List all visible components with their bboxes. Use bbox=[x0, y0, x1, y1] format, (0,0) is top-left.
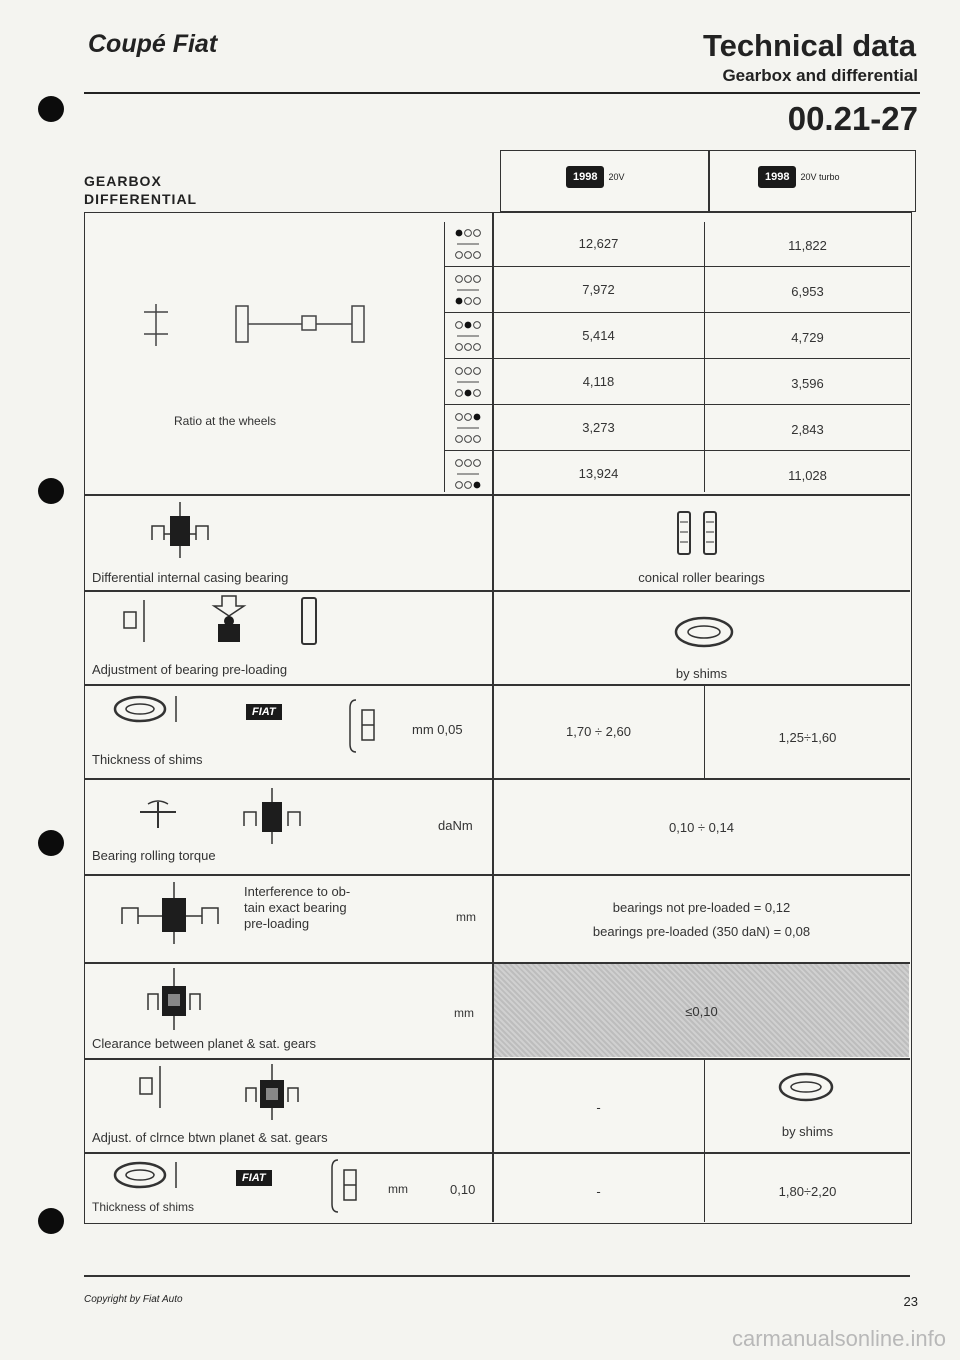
header-rule bbox=[84, 92, 920, 94]
page-title: Technical data bbox=[702, 28, 916, 63]
ratio-value-col2: 11,822 bbox=[788, 238, 827, 253]
interference-label-1: Interference to ob- bbox=[244, 884, 351, 899]
differential-casing-icon bbox=[240, 786, 304, 851]
interference-value-1: bearings not pre-loaded = 0,12 bbox=[612, 900, 791, 915]
engine-code-box: 1998 bbox=[758, 166, 796, 188]
section-title bbox=[84, 172, 197, 208]
ratio-value-col2: 4,729 bbox=[791, 330, 824, 345]
ratio-value-col1: 13,924 bbox=[578, 466, 619, 481]
roller-bearing-icon bbox=[674, 508, 724, 563]
preload-adjust-label: Adjustment of bearing pre-loading bbox=[92, 662, 288, 677]
binder-hole bbox=[38, 478, 64, 504]
first-gear-icon bbox=[454, 226, 482, 262]
ratio-value-col1: 5,414 bbox=[582, 328, 615, 343]
planet-gear-icon bbox=[244, 1062, 300, 1127]
row-divider bbox=[84, 1058, 910, 1060]
planet-gear-icon bbox=[146, 966, 202, 1037]
watermark: carmanualsonline.info bbox=[731, 1326, 946, 1351]
column-header-divider bbox=[708, 150, 710, 212]
table-vertical-divider bbox=[492, 212, 494, 1222]
interference-label-3: pre-loading bbox=[244, 916, 310, 931]
second-gear-icon bbox=[454, 272, 482, 308]
shim1-unit: mm 0,05 bbox=[412, 722, 463, 737]
section-code: 00.21-27 bbox=[787, 100, 918, 137]
ratio-value-col2: 2,843 bbox=[791, 422, 824, 437]
ratio-value-col1: 12,627 bbox=[578, 236, 619, 251]
gear-icon-column-divider bbox=[444, 222, 445, 492]
ratio-value-col1: 7,972 bbox=[582, 282, 615, 297]
shim-icon bbox=[776, 1070, 836, 1109]
torque-value: 0,10 ÷ 0,14 bbox=[669, 820, 734, 835]
bearing-side-icon bbox=[296, 596, 322, 651]
row-divider bbox=[444, 266, 910, 267]
drivetrain-diagram bbox=[136, 298, 376, 359]
row-divider bbox=[84, 1152, 910, 1154]
press-tool-icon bbox=[208, 594, 250, 651]
row-divider bbox=[84, 778, 910, 780]
differential-casing-icon bbox=[148, 500, 212, 565]
row-divider bbox=[444, 358, 910, 359]
interference-label-2: tain exact bearing bbox=[244, 900, 347, 915]
third-gear-icon bbox=[454, 318, 482, 354]
section-title-line2: DIFFERENTIAL bbox=[84, 191, 198, 207]
shim2-unit: mm bbox=[388, 1182, 408, 1196]
ratio-label: Ratio at the wheels bbox=[174, 414, 277, 428]
ratio-value-col1: 4,118 bbox=[582, 374, 615, 389]
clearance-adjust-label: Adjust. of clrnce btwn planet & sat. gears bbox=[92, 1130, 328, 1145]
shim1-col1: 1,70 ÷ 2,60 bbox=[566, 724, 631, 739]
ratio-value-col1: 3,273 bbox=[582, 420, 615, 435]
row-divider bbox=[84, 494, 910, 496]
footer-rule bbox=[84, 1275, 910, 1277]
differential-casing-icon bbox=[118, 880, 222, 951]
fiat-logo: FIAT bbox=[236, 1170, 272, 1186]
engine-badge-20v-turbo bbox=[758, 166, 840, 188]
ratio-column-divider bbox=[704, 222, 705, 492]
reverse-gear-icon bbox=[454, 456, 482, 492]
binder-hole bbox=[38, 1208, 64, 1234]
engine-code-box: 1998 bbox=[566, 166, 604, 188]
copyright-text: Copyright by Fiat Auto bbox=[84, 1294, 183, 1305]
fifth-gear-icon bbox=[454, 410, 482, 446]
clearance-adjust-col1: - bbox=[596, 1100, 601, 1115]
shim-thickness-icon bbox=[112, 692, 186, 731]
row-divider bbox=[84, 874, 910, 876]
binder-hole bbox=[38, 96, 64, 122]
ratio-value-col2: 3,596 bbox=[791, 376, 824, 391]
row-divider bbox=[84, 684, 910, 686]
gauge-bracket-icon bbox=[330, 1158, 360, 1219]
ratio-value-col2: 11,028 bbox=[788, 468, 827, 483]
gauge-bracket-icon bbox=[348, 698, 378, 759]
shim2-col1: - bbox=[596, 1184, 601, 1199]
ratio-value-col2: 6,953 bbox=[791, 284, 824, 299]
torque-unit: daNm bbox=[438, 818, 473, 833]
shim1-label: Thickness of shims bbox=[92, 752, 203, 767]
engine-badge-20v bbox=[566, 166, 625, 188]
engine-variant-label: 20V bbox=[608, 172, 625, 182]
brand-title: Coupé Fiat bbox=[88, 30, 218, 58]
page-subtitle: Gearbox and differential bbox=[722, 66, 918, 85]
fiat-logo: FIAT bbox=[246, 704, 282, 720]
page-number: 23 bbox=[903, 1294, 918, 1309]
clearance-value: ≤0,10 bbox=[685, 1004, 718, 1019]
preload-adjust-value: by shims bbox=[675, 666, 728, 681]
shim1-col2: 1,25÷1,60 bbox=[778, 730, 837, 745]
shim2-col2: 1,80÷2,20 bbox=[778, 1184, 837, 1199]
torque-label: Bearing rolling torque bbox=[92, 848, 216, 863]
shim2-label: Thickness of shims bbox=[92, 1200, 195, 1214]
row-divider bbox=[84, 590, 910, 592]
bearing-shaft-icon bbox=[118, 598, 158, 649]
clearance-label: Clearance between planet & sat. gears bbox=[92, 1036, 317, 1051]
rotation-arrow-icon bbox=[138, 798, 178, 837]
bearing-shaft-icon bbox=[134, 1064, 174, 1115]
engine-variant-label: 20V turbo bbox=[800, 172, 840, 182]
interference-unit: mm bbox=[456, 910, 476, 924]
shim2-step: 0,10 bbox=[450, 1182, 476, 1197]
binder-hole bbox=[38, 830, 64, 856]
shim-thickness-icon bbox=[112, 1158, 186, 1197]
section-title-line1: GEARBOX bbox=[84, 173, 162, 189]
clearance-adjust-col2: by shims bbox=[781, 1124, 834, 1139]
shim-icon bbox=[672, 614, 736, 655]
row-divider bbox=[444, 404, 910, 405]
fourth-gear-icon bbox=[454, 364, 482, 400]
row-divider bbox=[444, 450, 910, 451]
bearing-label: Differential internal casing bearing bbox=[92, 570, 289, 585]
bearing-value: conical roller bearings bbox=[638, 570, 765, 585]
row-divider bbox=[444, 312, 910, 313]
interference-value-2: bearings pre-loaded (350 daN) = 0,08 bbox=[592, 924, 811, 939]
clearance-unit: mm bbox=[454, 1006, 474, 1020]
